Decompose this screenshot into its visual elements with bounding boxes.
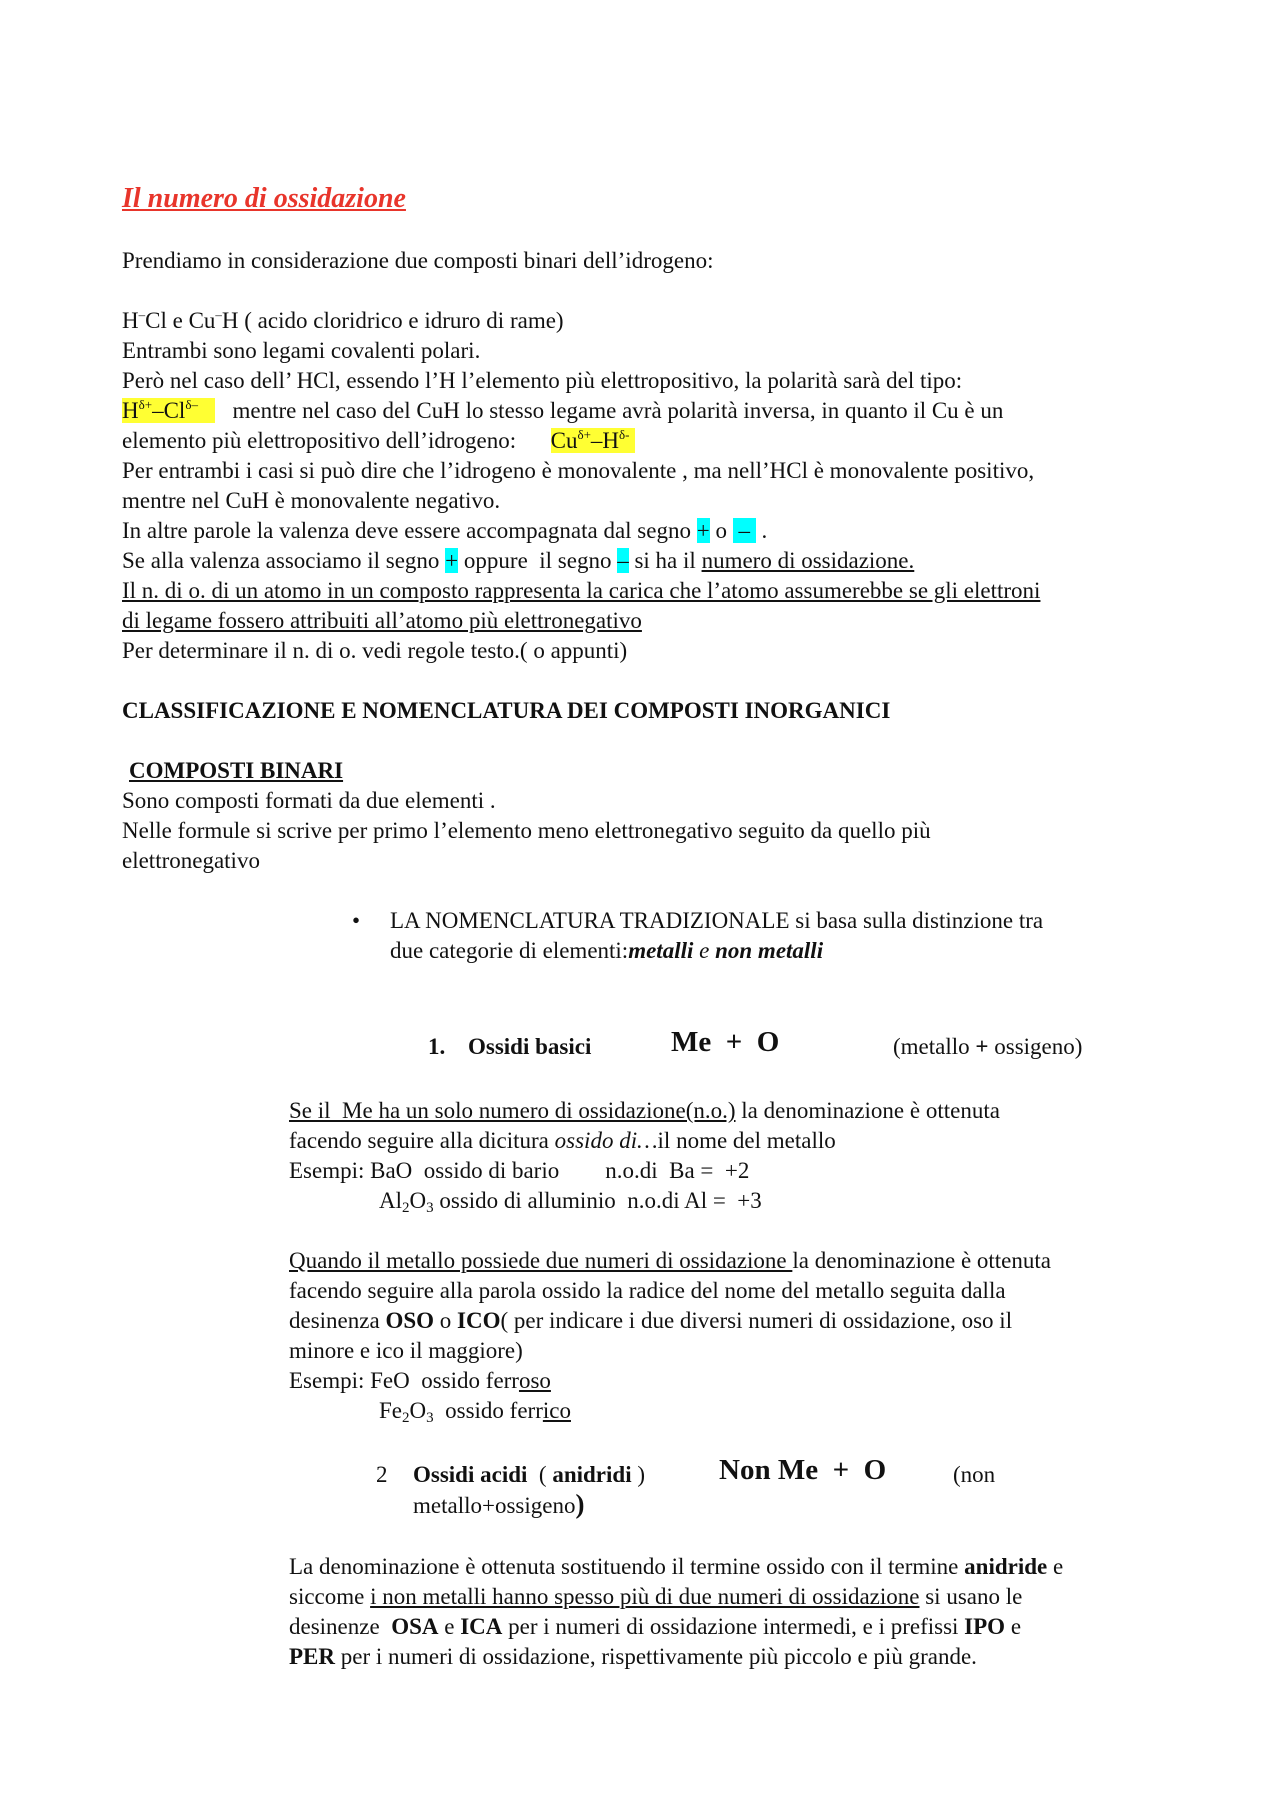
polar-line: Entrambi sono legami covalenti polari. [122, 338, 481, 363]
page-title: Il numero di ossidazione [122, 183, 406, 214]
sign-line: In altre parole la valenza deve essere accompagnata dal segno + o – . [122, 518, 768, 543]
p1-line-1: Se il Me ha un solo numero di ossidazione(n.o.) la denominazione è ottenuta [289, 1098, 1000, 1123]
p1-example-1: Esempi: BaO ossido di bario n.o.di Ba = +2 [289, 1158, 750, 1183]
p2-line-3: desinenza OSO o ICO( per indicare i due diversi numeri di ossidazione, oso il [289, 1308, 1013, 1333]
formula-nonme-o: Non Me + O [719, 1454, 887, 1486]
monovalent-line-2: mentre nel CuH è monovalente negativo. [122, 488, 501, 513]
cuh-formula: $Cu^{\delta+}-H^{\delta-}$ [551, 428, 636, 453]
p2-example-2: $Fe_2O_3$ ossido ferrico [379, 1398, 571, 1426]
definition-line-2: di legame fossero attribuiti all’atomo più elettronegativo [122, 608, 642, 633]
definition-line-1: Il n. di o. di un atomo in un composto rappresenta la carica che l’atomo assumerebbe se gli elettroni [122, 578, 1041, 603]
section-heading: CLASSIFICAZIONE E NOMENCLATURA DEI COMPOSTI INORGANICI [122, 698, 891, 723]
p2-line-2: facendo seguire alla parola ossido la radice del nome del metallo seguita dalla [289, 1278, 1006, 1303]
cuh-polarity-line: elemento più elettropositivo dell’idrogeno: $Cu^{\delta+}-H^{\delta-}$ [122, 426, 635, 456]
monovalent-line-1: Per entrambi i casi si può dire che l’idrogeno è monovalente , ma nell’HCl è monovalente positivo, [122, 458, 1035, 483]
intro-paragraph: Prendiamo in considerazione due composti binari dell’idrogeno: [122, 248, 714, 273]
association-line: Se alla valenza associamo il segno + oppure il segno – si ha il numero di ossidazione. [122, 548, 915, 573]
bullet-item: • LA NOMENCLATURA TRADIZIONALE si basa sulla distinzione tra due categorie di elementi:metalli e non metalli [352, 908, 1044, 963]
p1-example-2: $Al_2O_3$ ossido di alluminio n.o.di Al = +3 [379, 1188, 762, 1216]
p3-line-1: La denominazione è ottenuta sostituendo il termine ossido con il termine anidride e [289, 1554, 1064, 1579]
binari-line-3: elettronegativo [122, 848, 260, 873]
p3-line-3: desinenze OSA e ICA per i numeri di ossidazione intermedi, e i prefissi IPO e [289, 1614, 1022, 1639]
subsection-heading: COMPOSTI BINARI [129, 758, 344, 783]
item-ossidi-acidi: 2 Ossidi acidi ( anidridi ) Non Me + O (non metallo+ossigeno) [376, 1454, 996, 1519]
hcl-formula: $H^{\delta+}-Cl^{\delta-}$ [122, 398, 215, 423]
hcl-polarity-line: $H^{\delta+}-Cl^{\delta-}$ mentre nel caso del CuH lo stesso legame avrà polarità inversa, in quanto il Cu è un [122, 397, 1004, 423]
p2-example-1: Esempi: FeO ossido ferroso [289, 1368, 551, 1393]
rules-line: Per determinare il n. di o. vedi regole testo.( o appunti) [122, 638, 628, 663]
compounds-line: H–Cl e Cu–H ( acido cloridrico e idruro di rame) [122, 307, 564, 333]
p1-line-2: facendo seguire alla dicitura ossido di…il nome del metallo [289, 1128, 836, 1153]
item-ossidi-basici: 1. Ossidi basici Me + O (metallo + ossigeno) [428, 1026, 1083, 1059]
hcl-line: Però nel caso dell’ HCl, essendo l’H l’elemento più elettropositivo, la polarità sarà del tipo: [122, 368, 963, 393]
binari-line-2: Nelle formule si scrive per primo l’elemento meno elettronegativo seguito da quello più [122, 818, 931, 843]
p2-line-4: minore e ico il maggiore) [289, 1338, 523, 1363]
formula-me-o: Me + O [671, 1026, 780, 1058]
binari-line-1: Sono composti formati da due elementi . [122, 788, 496, 813]
p3-line-2: siccome i non metalli hanno spesso più di due numeri di ossidazione si usano le [289, 1584, 1023, 1609]
bullet-icon: • [352, 908, 361, 933]
p2-line-1: Quando il metallo possiede due numeri di ossidazione la denominazione è ottenuta [289, 1248, 1051, 1273]
p3-line-4: PER per i numeri di ossidazione, rispettivamente più piccolo e più grande. [289, 1644, 977, 1669]
